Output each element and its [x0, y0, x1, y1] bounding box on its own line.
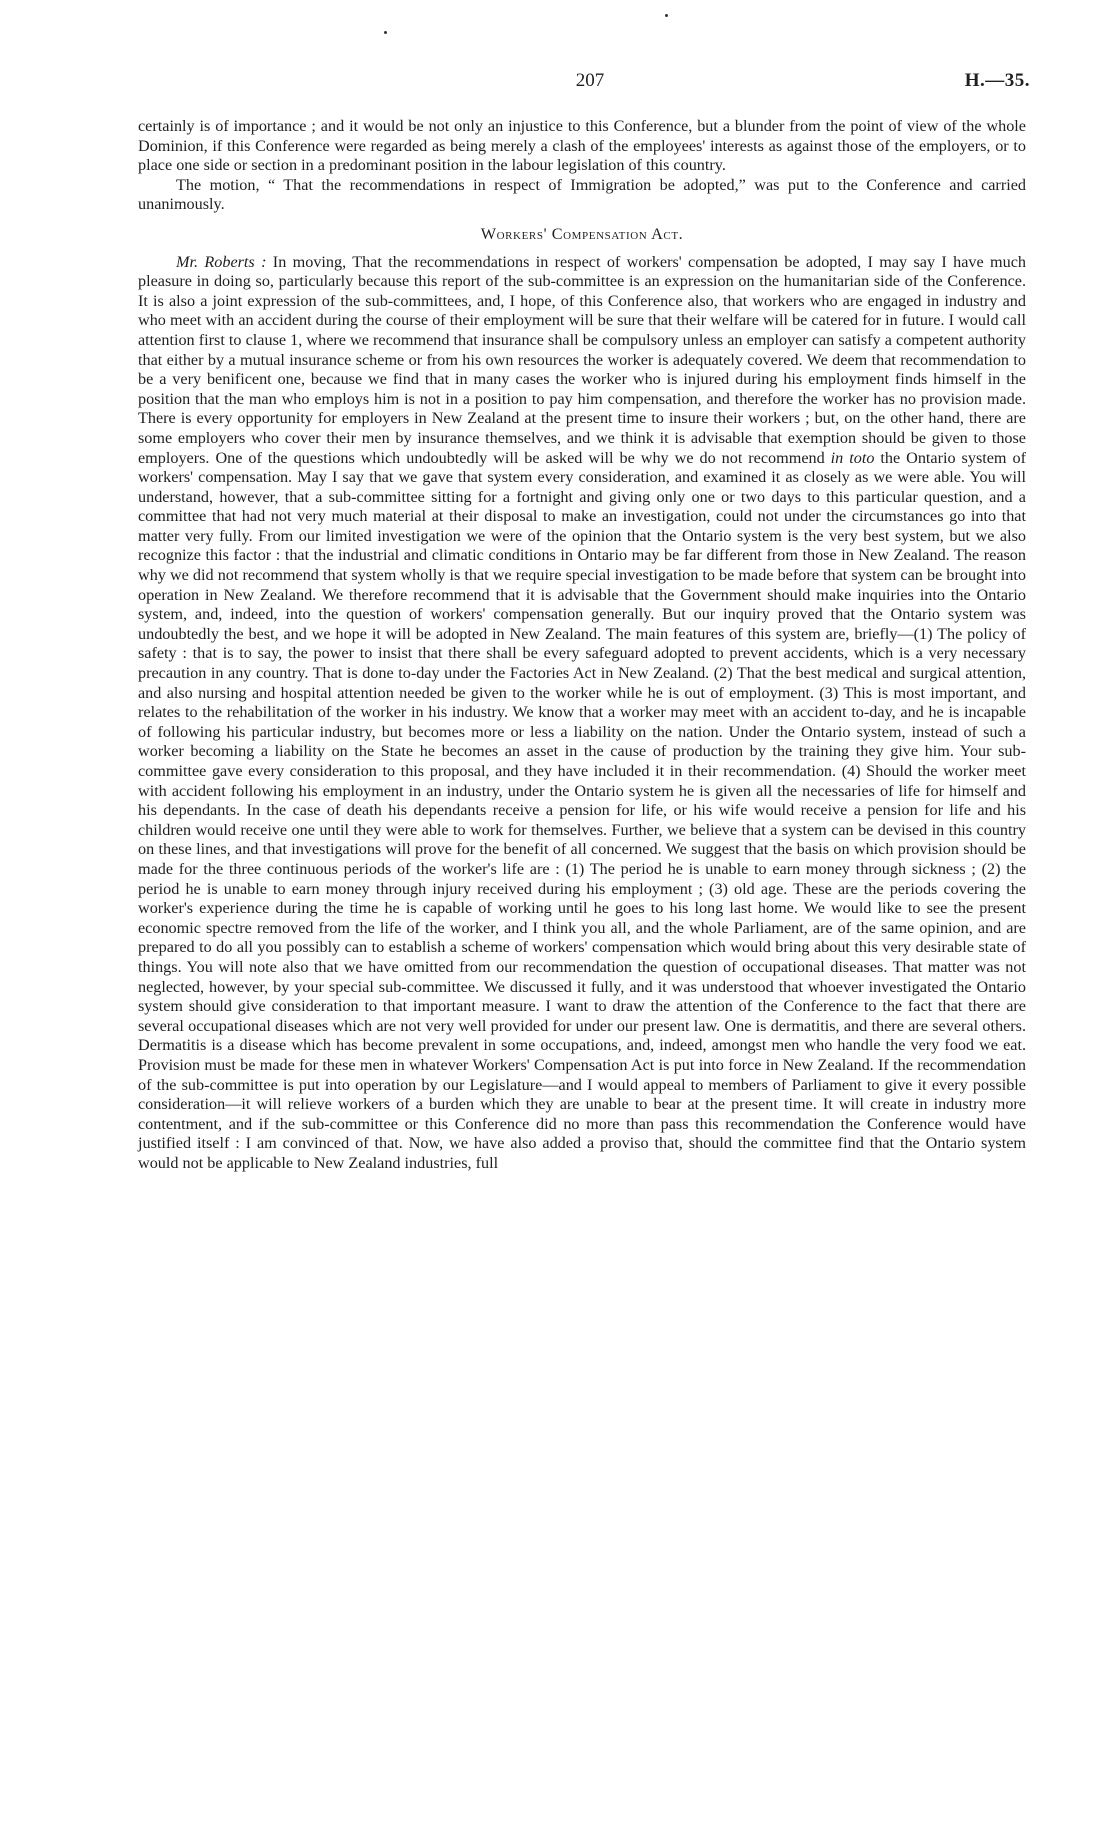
section-heading: Workers' Compensation Act.	[480, 224, 684, 243]
paragraph-continuation: certainly is of importance ; and it would be not only an injustice to this Conference, but a blunder from the point of view of the whole Dominion, if this Conference were regarded as being merely a clash of the employees' interests as against those of the employers, or to place one side or section in a predominant position in the labour legislation of this country.	[138, 117, 1026, 175]
speech-text-part-2: the Ontario system of workers' compensation. May I say that we gave that system every consideration, and examined it as closely as we were able. You will understand, however, that a sub-committee sitting for a fortnight and giving only one or two days to this particular question, and a committee that had not very much material at their disposal to make an investigation, could not under the circumstances go into that matter very fully. From our limited investigation we were of the opinion that the Ontario system is the very best system, but we also recognize this factor : that the industrial and climatic conditions in Ontario may be far different from those in New Zealand. The reason why we did not recommend that system wholly is that we require special investigation to be made before that system can be brought into operation in New Zealand. We therefore recommend that it is advisable that the Government should make inquiries into the Ontario system, and, indeed, into the question of workers' compensation generally. But our inquiry proved that the Ontario system was undoubtedly the best, and we hope it will be adopted in New Zealand. The main features of this system are, briefly—(1) The policy of safety : that is to say, the power to insist that there shall be every safeguard adopted to prevent accidents, which is a very necessary precaution in any country. That is done to-day under the Factories Act in New Zealand. (2) That the best medical and surgical attention, and also nursing and hospital attention needed be given to the worker while he is out of employment. (3) This is most important, and relates to the rehabilitation of the worker in his industry. We know that a worker may meet with an accident to-day, and he is incapable of following his particular industry, but becomes more or less a liability on the nation. Under the Ontario system, instead of such a worker becoming a liability on the State he becomes an asset in the cause of production by the training they give him. Your sub-committee gave every consideration to this proposal, and they have included it in their recommendation. (4) Should the worker meet with accident following his employment in an industry, under the Ontario system he is given all the necessaries of life for himself and his dependants. In the case of death his dependants receive a pension for life, or his wife would receive a pension for life and his children would receive one until they were able to work for themselves. Further, we believe that a system can be devised in this country on these lines, and that investigations will prove for the benefit of all concerned. We suggest that the basis on which provision should be made for the three continuous periods of the worker's life are : (1) The period he is unable to earn money through sickness ; (2) the period he is unable to earn money through injury received during his employment ; (3) old age. These are the periods covering the worker's experience during the time he is capable of working until he goes to his long last home. We would like to see the present economic spectre removed from the life of the worker, and I think you all, and the whole Parliament, are of the same opinion, and are prepared to do all you possibly can to establish a scheme of workers' compensation which would bring about this very desirable state of things. You will note also that we have omitted from our recommendation the question of occupational diseases. That matter was not neglected, however, by your special sub-committee. We discussed it fully, and it was understood that whoever investigated the Ontario system should give consideration to that important measure. I want to draw the attention of the Conference to the fact that there are several occupational diseases which are not very well provided for under our present law. One is dermatitis, and there are several others. Dermatitis is a disease which has become prevalent in some occupations, and, indeed, amongst men who handle the very food we eat. Provision must be made for these men in whatever Workers' Compensation Act is put into force in New Zealand. If the recommendation of the sub-committee is put into operation by our Legislature—and I would appeal to members of Parliament to give it every possible consideration—it will relieve workers of a burden which they are unable to bear at the present time. It will create in industry more contentment, and if the sub-committee or this Conference did no more than pass this recommendation the Conference would have justified itself : I am convinced of that. Now, we have also added a proviso that, should the committee find that the Ontario system would not be applicable to New Zealand industries, full	[138, 448, 1026, 1172]
paragraph-speech	[138, 253, 1026, 1174]
speech-text-part-1: In moving, That the recommendations in respect of workers' compensation be adopted, I may say I have much pleasure in doing so, particularly because this report of the sub-committee is an expression on the humanitarian side of the Conference. It is also a joint expression of the sub-committees, and, I hope, of this Conference also, that workers who are engaged in industry and who meet with an accident during the course of their employment will be sure that their welfare will be catered for in future. I would call attention first to clause 1, where we recommend that insurance shall be compulsory unless an employer can satisfy a competent authority that either by a mutual insurance scheme or from his own resources the worker is adequately covered. We deem that recommendation to be a very benificent one, because we find that in many cases the worker who is injured during his employment finds himself in the position that the man who employs him is not in a position to pay him compensation, and therefore the worker has no provision made. There is every opportunity for employers in New Zealand at the present time to insure their workers ; but, on the other hand, there are some employers who cover their men by insurance themselves, and we think it is advisable that exemption should be given to those employers. One of the questions which undoubtedly will be asked will be why we do not recommend	[138, 252, 1026, 467]
page-number: 207	[575, 70, 605, 91]
scan-speck	[665, 14, 668, 17]
speaker-name: Mr. Roberts :	[176, 252, 267, 271]
speech-italic-phrase: in toto	[830, 448, 875, 467]
body-text	[138, 117, 1026, 1173]
scan-speck	[384, 31, 387, 34]
document-code: H.—35.	[964, 70, 1030, 91]
paragraph-motion: The motion, “ That the recommendations in respect of Immigration be adopted,” was put to the Conference and carried unanimously.	[138, 175, 1026, 214]
